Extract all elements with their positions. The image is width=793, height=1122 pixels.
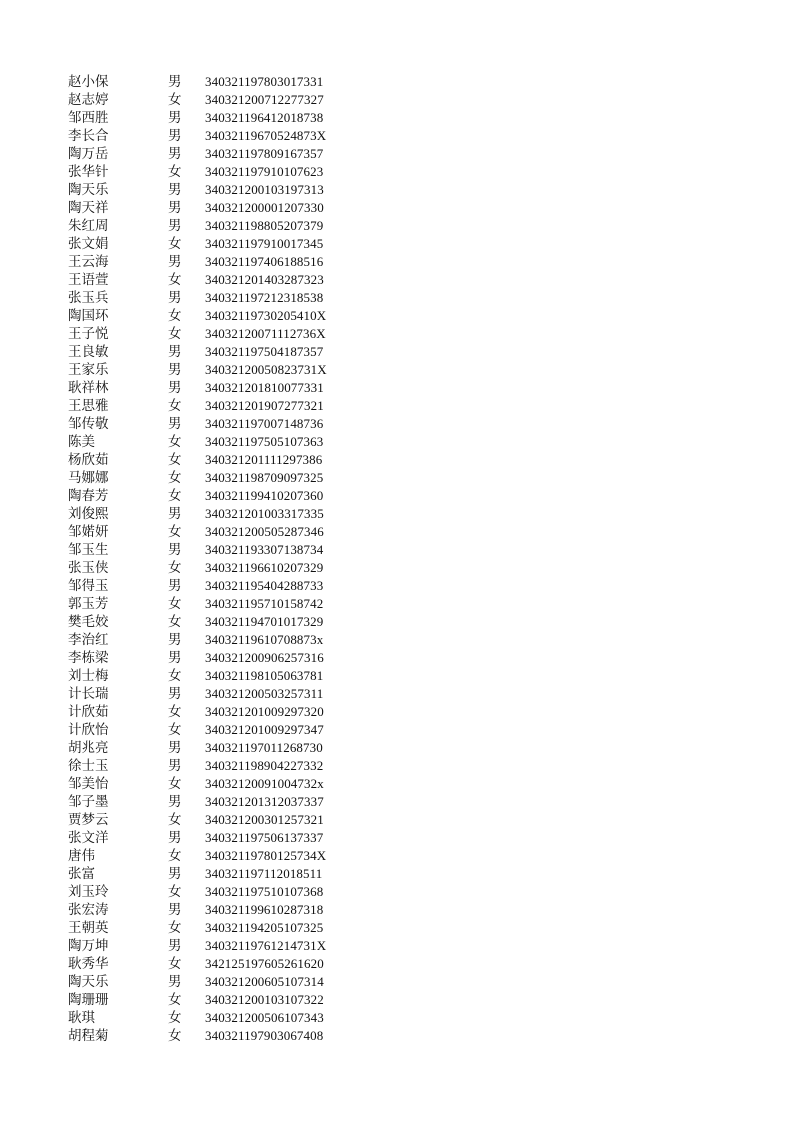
- name-cell: 王云海: [68, 254, 109, 270]
- gender-cell: 女: [168, 992, 182, 1008]
- id-number-cell: 34032119730205410X: [205, 308, 327, 323]
- id-number-cell: 340321197903067408: [205, 1028, 324, 1043]
- table-row: [68, 631, 388, 649]
- table-row: [68, 613, 388, 631]
- gender-cell: 女: [168, 560, 182, 576]
- id-number-cell: 340321196412018738: [205, 110, 324, 125]
- name-cell: 贾梦云: [68, 812, 109, 828]
- id-number-cell: 342125197605261620: [205, 956, 324, 971]
- table-row: [68, 199, 388, 217]
- table-row: [68, 91, 388, 109]
- gender-cell: 女: [168, 884, 182, 900]
- table-row: [68, 685, 388, 703]
- table-row: [68, 829, 388, 847]
- table-row: [68, 415, 388, 433]
- gender-cell: 男: [168, 362, 182, 378]
- name-cell: 赵志婷: [68, 92, 109, 108]
- table-row: [68, 181, 388, 199]
- gender-cell: 女: [168, 434, 182, 450]
- name-cell: 张文娟: [68, 236, 109, 252]
- name-cell: 计长瑞: [68, 686, 109, 702]
- id-number-cell: 340321198709097325: [205, 470, 324, 485]
- name-cell: 郭玉芳: [68, 596, 109, 612]
- table-row: [68, 865, 388, 883]
- name-cell: 胡兆亮: [68, 740, 109, 756]
- gender-cell: 男: [168, 182, 182, 198]
- table-row: [68, 1027, 388, 1045]
- gender-cell: 女: [168, 92, 182, 108]
- gender-cell: 男: [168, 830, 182, 846]
- table-row: [68, 289, 388, 307]
- id-number-cell: 340321193307138734: [205, 542, 324, 557]
- name-cell: 邹婼妍: [68, 524, 109, 540]
- id-number-cell: 340321200906257316: [205, 650, 324, 665]
- table-row: [68, 361, 388, 379]
- table-row: [68, 1009, 388, 1027]
- table-row: [68, 307, 388, 325]
- table-row: [68, 937, 388, 955]
- table-row: [68, 595, 388, 613]
- id-number-cell: 340321198105063781: [205, 668, 324, 683]
- name-cell: 徐士玉: [68, 758, 109, 774]
- name-cell: 刘俊熙: [68, 506, 109, 522]
- name-cell: 邹子墨: [68, 794, 109, 810]
- id-number-cell: 340321197406188516: [205, 254, 324, 269]
- name-cell: 计欣怡: [68, 722, 109, 738]
- name-cell: 张华针: [68, 164, 109, 180]
- table-row: [68, 253, 388, 271]
- table-row: [68, 235, 388, 253]
- gender-cell: 男: [168, 542, 182, 558]
- name-cell: 陶国环: [68, 308, 109, 324]
- id-number-cell: 340321201810077331: [205, 380, 324, 395]
- id-number-cell: 340321200301257321: [205, 812, 324, 827]
- id-number-cell: 340321201003317335: [205, 506, 324, 521]
- gender-cell: 男: [168, 794, 182, 810]
- gender-cell: 女: [168, 1028, 182, 1044]
- table-row: [68, 775, 388, 793]
- name-cell: 王思雅: [68, 398, 109, 414]
- gender-cell: 男: [168, 146, 182, 162]
- table-row: [68, 559, 388, 577]
- table-row: [68, 487, 388, 505]
- id-number-cell: 34032119670524873X: [205, 128, 327, 143]
- name-cell: 李治红: [68, 632, 109, 648]
- table-row: [68, 217, 388, 235]
- id-number-cell: 340321197803017331: [205, 74, 324, 89]
- id-number-cell: 340321199610287318: [205, 902, 324, 917]
- table-row: [68, 757, 388, 775]
- name-cell: 王良敏: [68, 344, 109, 360]
- name-cell: 邹玉生: [68, 542, 109, 558]
- id-number-cell: 340321197011268730: [205, 740, 323, 755]
- id-number-cell: 340321197007148736: [205, 416, 324, 431]
- gender-cell: 男: [168, 902, 182, 918]
- id-number-cell: 340321198904227332: [205, 758, 324, 773]
- gender-cell: 男: [168, 938, 182, 954]
- name-cell: 陶天乐: [68, 974, 109, 990]
- table-row: [68, 811, 388, 829]
- gender-cell: 男: [168, 200, 182, 216]
- gender-cell: 女: [168, 776, 182, 792]
- table-row: [68, 901, 388, 919]
- table-row: [68, 397, 388, 415]
- gender-cell: 女: [168, 722, 182, 738]
- name-cell: 陶春芳: [68, 488, 109, 504]
- table-row: [68, 433, 388, 451]
- table-row: [68, 505, 388, 523]
- name-cell: 耿秀华: [68, 956, 109, 972]
- name-cell: 王语萱: [68, 272, 109, 288]
- table-row: [68, 469, 388, 487]
- name-cell: 陶万岳: [68, 146, 109, 162]
- table-row: [68, 343, 388, 361]
- gender-cell: 男: [168, 578, 182, 594]
- id-number-cell: 340321197510107368: [205, 884, 324, 899]
- table-row: [68, 919, 388, 937]
- id-number-cell: 340321201907277321: [205, 398, 324, 413]
- name-cell: 张玉兵: [68, 290, 109, 306]
- table-row: [68, 577, 388, 595]
- gender-cell: 男: [168, 650, 182, 666]
- gender-cell: 女: [168, 272, 182, 288]
- name-cell: 邹西胜: [68, 110, 109, 126]
- id-number-cell: 340321200103107322: [205, 992, 324, 1007]
- id-number-cell: 340321200605107314: [205, 974, 324, 989]
- gender-cell: 男: [168, 74, 182, 90]
- id-number-cell: 340321197506137337: [205, 830, 324, 845]
- id-number-cell: 340321200505287346: [205, 524, 324, 539]
- id-number-cell: 340321194701017329: [205, 614, 324, 629]
- table-row: [68, 541, 388, 559]
- id-number-cell: 340321201009297347: [205, 722, 324, 737]
- table-row: [68, 883, 388, 901]
- id-number-cell: 340321197809167357: [205, 146, 324, 161]
- gender-cell: 女: [168, 398, 182, 414]
- name-cell: 赵小保: [68, 74, 109, 90]
- id-number-cell: 34032119610708873x: [205, 632, 324, 647]
- table-row: [68, 703, 388, 721]
- gender-cell: 男: [168, 686, 182, 702]
- gender-cell: 女: [168, 596, 182, 612]
- name-cell: 张玉侠: [68, 560, 109, 576]
- gender-cell: 男: [168, 740, 182, 756]
- table-row: [68, 667, 388, 685]
- name-cell: 胡程菊: [68, 1028, 109, 1044]
- id-number-cell: 340321194205107325: [205, 920, 324, 935]
- name-cell: 张富: [68, 866, 95, 882]
- gender-cell: 女: [168, 848, 182, 864]
- gender-cell: 男: [168, 632, 182, 648]
- gender-cell: 女: [168, 326, 182, 342]
- name-cell: 邹传敬: [68, 416, 109, 432]
- name-cell: 刘玉玲: [68, 884, 109, 900]
- id-number-cell: 340321201009297320: [205, 704, 324, 719]
- gender-cell: 男: [168, 758, 182, 774]
- roster-table: [68, 73, 388, 1045]
- id-number-cell: 340321197910017345: [205, 236, 324, 251]
- gender-cell: 女: [168, 920, 182, 936]
- table-row: [68, 325, 388, 343]
- table-row: [68, 793, 388, 811]
- name-cell: 耿琪: [68, 1010, 95, 1026]
- gender-cell: 男: [168, 218, 182, 234]
- name-cell: 王朝英: [68, 920, 109, 936]
- name-cell: 马娜娜: [68, 470, 109, 486]
- id-number-cell: 34032119780125734X: [205, 848, 327, 863]
- name-cell: 李长合: [68, 128, 109, 144]
- table-row: [68, 379, 388, 397]
- gender-cell: 女: [168, 470, 182, 486]
- id-number-cell: 340321201312037337: [205, 794, 324, 809]
- table-row: [68, 847, 388, 865]
- table-row: [68, 109, 388, 127]
- name-cell: 张宏涛: [68, 902, 109, 918]
- name-cell: 樊毛姣: [68, 614, 109, 630]
- id-number-cell: 340321197505107363: [205, 434, 324, 449]
- name-cell: 刘士梅: [68, 668, 109, 684]
- id-number-cell: 340321197212318538: [205, 290, 324, 305]
- name-cell: 唐伟: [68, 848, 95, 864]
- gender-cell: 女: [168, 524, 182, 540]
- table-row: [68, 163, 388, 181]
- gender-cell: 男: [168, 344, 182, 360]
- id-number-cell: 340321196610207329: [205, 560, 324, 575]
- gender-cell: 男: [168, 380, 182, 396]
- name-cell: 邹美怡: [68, 776, 109, 792]
- table-row: [68, 145, 388, 163]
- gender-cell: 女: [168, 956, 182, 972]
- gender-cell: 女: [168, 614, 182, 630]
- id-number-cell: 340321195404288733: [205, 578, 324, 593]
- id-number-cell: 340321197910107623: [205, 164, 324, 179]
- gender-cell: 男: [168, 866, 182, 882]
- name-cell: 耿祥林: [68, 380, 109, 396]
- name-cell: 邹得玉: [68, 578, 109, 594]
- gender-cell: 男: [168, 416, 182, 432]
- gender-cell: 女: [168, 488, 182, 504]
- id-number-cell: 34032119761214731X: [205, 938, 327, 953]
- gender-cell: 男: [168, 506, 182, 522]
- name-cell: 李栋梁: [68, 650, 109, 666]
- gender-cell: 女: [168, 704, 182, 720]
- table-row: [68, 721, 388, 739]
- id-number-cell: 34032120071112736X: [205, 326, 326, 341]
- gender-cell: 男: [168, 290, 182, 306]
- id-number-cell: 340321200506107343: [205, 1010, 324, 1025]
- table-row: [68, 451, 388, 469]
- table-row: [68, 649, 388, 667]
- name-cell: 陶珊珊: [68, 992, 109, 1008]
- name-cell: 陶天乐: [68, 182, 109, 198]
- id-number-cell: 340321200503257311: [205, 686, 324, 701]
- id-number-cell: 340321197504187357: [205, 344, 324, 359]
- table-row: [68, 523, 388, 541]
- table-row: [68, 73, 388, 91]
- id-number-cell: 340321201111297386: [205, 452, 323, 467]
- id-number-cell: 34032120050823731X: [205, 362, 327, 377]
- gender-cell: 男: [168, 110, 182, 126]
- name-cell: 陶万坤: [68, 938, 109, 954]
- gender-cell: 女: [168, 812, 182, 828]
- id-number-cell: 340321198805207379: [205, 218, 324, 233]
- gender-cell: 女: [168, 308, 182, 324]
- name-cell: 王家乐: [68, 362, 109, 378]
- gender-cell: 男: [168, 974, 182, 990]
- gender-cell: 女: [168, 452, 182, 468]
- table-row: [68, 739, 388, 757]
- name-cell: 杨欣茹: [68, 452, 109, 468]
- table-row: [68, 127, 388, 145]
- gender-cell: 女: [168, 668, 182, 684]
- id-number-cell: 340321200001207330: [205, 200, 324, 215]
- table-row: [68, 973, 388, 991]
- id-number-cell: 340321200712277327: [205, 92, 324, 107]
- id-number-cell: 340321195710158742: [205, 596, 324, 611]
- table-row: [68, 955, 388, 973]
- gender-cell: 女: [168, 1010, 182, 1026]
- id-number-cell: 340321199410207360: [205, 488, 324, 503]
- gender-cell: 女: [168, 236, 182, 252]
- name-cell: 王子悦: [68, 326, 109, 342]
- name-cell: 计欣茹: [68, 704, 109, 720]
- gender-cell: 男: [168, 254, 182, 270]
- name-cell: 陈美: [68, 434, 95, 450]
- table-row: [68, 271, 388, 289]
- gender-cell: 女: [168, 164, 182, 180]
- gender-cell: 男: [168, 128, 182, 144]
- id-number-cell: 340321200103197313: [205, 182, 324, 197]
- id-number-cell: 340321197112018511: [205, 866, 323, 881]
- table-row: [68, 991, 388, 1009]
- id-number-cell: 34032120091004732x: [205, 776, 324, 791]
- name-cell: 张文洋: [68, 830, 109, 846]
- name-cell: 陶天祥: [68, 200, 109, 216]
- name-cell: 朱红周: [68, 218, 109, 234]
- id-number-cell: 340321201403287323: [205, 272, 324, 287]
